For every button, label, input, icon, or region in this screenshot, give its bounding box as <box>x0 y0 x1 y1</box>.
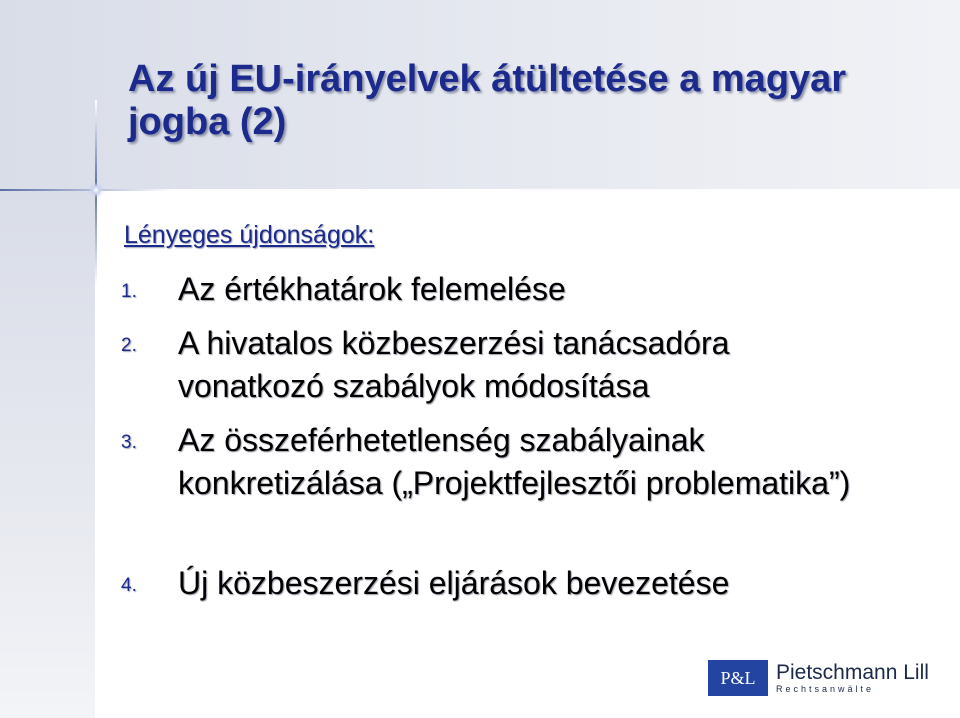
decorative-horizontal-line <box>0 189 960 191</box>
list-item-text: A hivatalos közbeszerzési tanácsadóra vonatkozó szabályok módosítása <box>178 325 730 404</box>
slide-title: Az új EU-irányelvek átültetése a magyar jogba (2) <box>128 58 847 143</box>
list-item-text: Az összeférhetetlenség szabályainak konkretizálása („Projektfejlesztői problematika”) <box>178 422 851 501</box>
list-item-number: 1. <box>121 281 137 302</box>
decorative-sparkle <box>88 182 104 198</box>
company-logo <box>708 660 929 696</box>
logo-mark: P&L <box>708 660 768 696</box>
logo-tagline: Rechtsanwälte <box>776 684 875 694</box>
logo-name: Pietschmann Lill <box>776 661 929 684</box>
left-band <box>0 190 95 718</box>
logo-text <box>776 662 929 694</box>
list-item-number: 4. <box>121 575 137 596</box>
section-subtitle: Lényeges újdonságok: <box>124 221 375 249</box>
list-item-text: Új közbeszerzési eljárások bevezetése <box>178 565 730 601</box>
list-item-text: Az értékhatárok felemelése <box>178 271 566 307</box>
list-item-number: 3. <box>121 432 137 453</box>
list-item-number: 2. <box>121 335 137 356</box>
